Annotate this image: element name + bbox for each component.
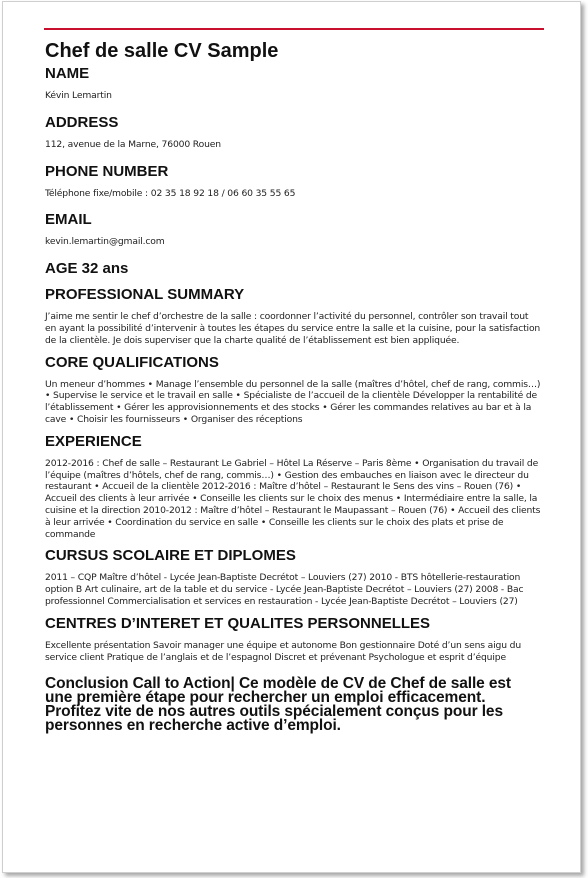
- address-heading: ADDRESS: [45, 113, 119, 131]
- summary-heading: PROFESSIONAL SUMMARY: [45, 286, 245, 304]
- experience-heading: EXPERIENCE: [45, 432, 142, 450]
- summary-text: J’aime me sentir le chef d’orchestre de la salle : coordonner l’activité du personnel, contrôler son travail tout en ayant la possibilité d’intervenir à toutes les étapes du service entre la salle et la cuisine, pour la satisfaction de la clientèle. Je dois superviser que la charte qualité de l’établissement est bien appliquée.: [45, 311, 541, 346]
- cv-content: [45, 38, 542, 733]
- phone-text: Téléphone fixe/mobile : 02 35 18 92 18 / 06 60 35 55 65: [45, 187, 296, 199]
- address-text: 112, avenue de la Marne, 76000 Rouen: [45, 138, 221, 150]
- qualifications-heading: CORE QUALIFICATIONS: [45, 353, 219, 371]
- interests-heading: CENTRES D’INTERET ET QUALITES PERSONNELLES: [45, 614, 431, 632]
- interests-text: Excellente présentation Savoir manager une équipe et autonome Bon gestionnaire Doté d’un sens aigu du service client Pratique de l’anglais et de l’espagnol Discret et prévenant Psychologue et esprit d’équipe: [45, 639, 522, 663]
- experience-text: 2012-2016 : Chef de salle – Restaurant Le Gabriel – Hôtel La Réserve – Paris 8ème • Organisation du travail de l’équipe (maîtres d’hôtels, chef de rang, commis…) • Gestion des embauches en liaison avec le directeur du restaurant • Accueil de la clientèle 2012-2016 : Maître d’hôtel – Restaurant le Sens des vins – Rouen (76) • Accueil des clients à leur arrivée • Conseille les clients sur le choix des menus • Intermédiaire entre la salle, la cuisine et la direction 2010-2012 : Maître d’hôtel – Restaurant le Maupassant – Rouen (76) • Accueil des clients à leur arrivée • Coordination du service en salle • Conseille les clients sur le choix des plats et prise de commande: [45, 457, 541, 540]
- age-heading: AGE 32 ans: [45, 260, 129, 278]
- name-heading: NAME: [45, 65, 90, 82]
- conclusion-text: Conclusion Call to Action| Ce modèle de CV de Chef de salle est une première étape pour rechercher un emploi efficacement. Profitez vite de nos autres outils spécialement conçus pour les personnes en recherche active d’emploi.: [45, 675, 511, 735]
- name-text: Kévin Lemartin: [45, 90, 112, 101]
- education-text: 2011 – CQP Maître d’hôtel - Lycée Jean-Baptiste Decrétot – Louviers (27) 2010 - BTS hôtellerie-restauration option B Art culinaire, art de la table et du service - Lycée Jean-Baptiste Decrétot – Louviers (27) 2008 - Bac professionnel Commercialisation et services en restauration - Lycée Jean-Baptiste Decrétot – Louviers (27): [45, 572, 524, 607]
- phone-heading: PHONE NUMBER: [45, 162, 169, 180]
- education-heading: CURSUS SCOLAIRE ET DIPLOMES: [45, 547, 296, 565]
- qualifications-text: Un meneur d’hommes • Manage l’ensemble du personnel de la salle (maîtres d’hôtel, chef de rang, commis…) • Supervise le service et le travail en salle • Spécialiste de l’accueil de la clientèle Développer la rentabilité de l’établissement • Gérer les approvisionnements et des stocks • Gérer les commandes relatives au bar et à la cave • Choisir les fournisseurs • Organiser des réceptions: [45, 378, 541, 425]
- title-rule: [44, 28, 544, 30]
- email-heading: EMAIL: [45, 211, 92, 229]
- email-text: kevin.lemartin@gmail.com: [45, 236, 165, 248]
- page-title: Chef de salle CV Sample: [45, 40, 279, 62]
